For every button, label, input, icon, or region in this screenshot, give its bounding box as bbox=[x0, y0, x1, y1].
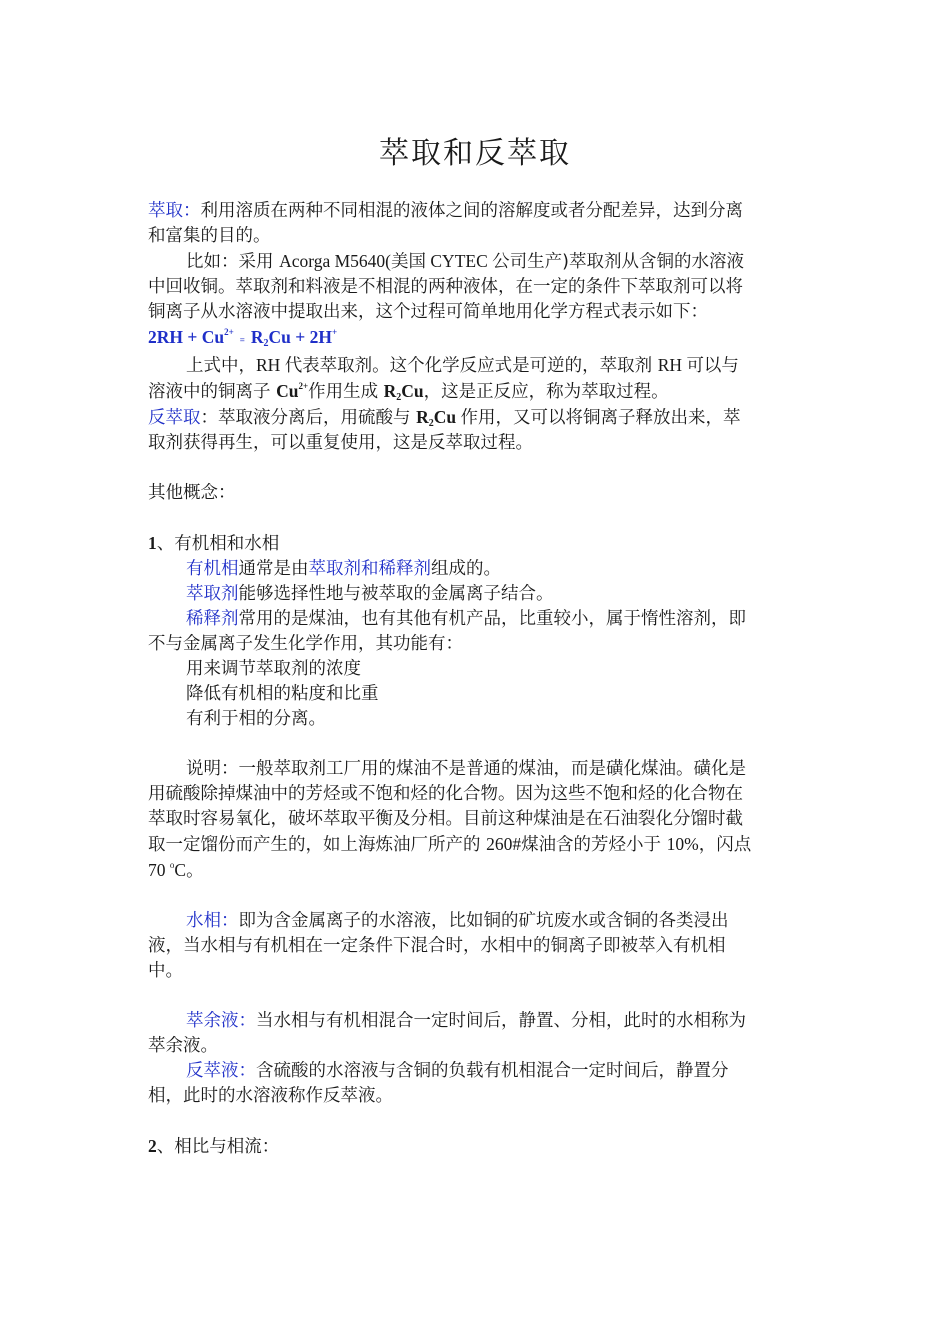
term-extraction: 萃取： bbox=[148, 201, 201, 221]
strip-liquor-paragraph: 反萃液：含硫酸的水溶液与含铜的负载有机相混合一定时间后，静置分 bbox=[186, 1061, 729, 1081]
aqueous-phase-paragraph-cont: 中。 bbox=[148, 961, 183, 981]
aqueous-phase-paragraph-cont: 液，当水相与有机相在一定条件下混合时，水相中的铜离子即被萃入有机相 bbox=[148, 936, 726, 956]
diluent-paragraph-cont: 不与金属离子发生化学作用，其功能有： bbox=[148, 634, 463, 654]
stripping-definition-cont: 取剂获得再生，可以重复使用，这是反萃取过程。 bbox=[148, 433, 533, 453]
note-paragraph-cont: 用硫酸除掉煤油中的芳烃或不饱和烃的化合物。因为这些不饱和烃的化合物在 bbox=[148, 784, 743, 804]
chemical-equation: $2RH + Cu^{2+}= R_2Cu + 2H^+$ bbox=[148, 327, 338, 349]
extractant-paragraph: 萃取剂能够选择性地与被萃取的金属离子结合。 bbox=[186, 584, 554, 604]
equation-explanation: 上式中，RH 代表萃取剂。这个化学反应式是可逆的，萃取剂 RH 可以与 bbox=[186, 355, 739, 376]
term-raffinate: 萃余液： bbox=[186, 1011, 256, 1031]
term-diluent: 稀释剂 bbox=[186, 609, 239, 629]
example-paragraph-cont: 中回收铜。萃取剂和料液是不相混的两种液体，在一定的条件下萃取剂可以将 bbox=[148, 277, 743, 297]
extraction-text: 利用溶质在两种不同相混的液体之间的溶解度或者分配差异，达到分离 bbox=[200, 201, 743, 221]
example-paragraph: 比如：采用 Acorga M5640(美国 CYTEC 公司生产)萃取剂从含铜的水溶液 bbox=[186, 251, 744, 272]
equation-explanation-cont: 溶液中的铜离子 $Cu^{2+}$作用生成 $R_2Cu$，这是正反应，称为萃取过程。 bbox=[148, 381, 669, 403]
function-item: 用来调节萃取剂的浓度 bbox=[186, 659, 361, 679]
function-item: 降低有机相的粘度和比重 bbox=[186, 684, 379, 704]
diluent-paragraph: 稀释剂常用的是煤油，也有其他有机产品，比重较小，属于惰性溶剂，即 bbox=[186, 609, 746, 629]
term-extractant: 萃取剂 bbox=[186, 584, 239, 604]
section-1-heading: 1、有机相和水相 bbox=[148, 533, 280, 554]
example-paragraph-cont: 铜离子从水溶液中提取出来，这个过程可简单地用化学方程式表示如下： bbox=[148, 302, 708, 322]
stripping-definition: 反萃取：萃取液分离后，用硫酸与 $R_2Cu$ 作用，又可以将铜离子释放出来，萃 bbox=[148, 407, 741, 429]
term-aqueous-phase: 水相： bbox=[186, 911, 239, 931]
page-title: 萃取和反萃取 bbox=[379, 136, 571, 171]
extraction-definition bbox=[148, 199, 808, 224]
raffinate-paragraph: 萃余液：当水相与有机相混合一定时间后，静置、分相，此时的水相称为 bbox=[186, 1011, 746, 1031]
term-stripping: 反萃取 bbox=[148, 408, 201, 428]
aqueous-phase-paragraph: 水相：即为含金属离子的水溶液，比如铜的矿坑废水或含铜的各类浸出 bbox=[186, 911, 729, 931]
product-name: Acorga M5640(美国 CYTEC bbox=[279, 251, 493, 271]
strip-liquor-paragraph-cont: 相，此时的水溶液称作反萃液。 bbox=[148, 1086, 393, 1106]
raffinate-paragraph-cont: 萃余液。 bbox=[148, 1036, 218, 1056]
equals-sign: = bbox=[239, 335, 245, 345]
section-2-heading: 2、相比与相流： bbox=[148, 1136, 280, 1157]
note-paragraph-cont: 萃取时容易氧化，破坏萃取平衡及分相。目前这种煤油是在石油裂化分馏时截 bbox=[148, 809, 743, 829]
organic-phase-paragraph: 有机相通常是由萃取剂和稀释剂组成的。 bbox=[186, 559, 501, 579]
function-item: 有利于相的分离。 bbox=[186, 709, 326, 729]
other-concepts-heading: 其他概念： bbox=[148, 483, 236, 503]
document-body bbox=[148, 199, 808, 1160]
note-paragraph-cont: 取一定馏份而产生的，如上海炼油厂所产的 260#煤油含的芳烃小于 10%，闪点 bbox=[148, 834, 752, 855]
note-paragraph: 说明：一般萃取剂工厂用的煤油不是普通的煤油，而是磺化煤油。磺化是 bbox=[186, 759, 746, 779]
note-paragraph-cont: 70 $^o$C。 bbox=[148, 860, 204, 881]
term-strip-liquor: 反萃液： bbox=[186, 1061, 256, 1081]
extraction-definition-cont: 和富集的目的。 bbox=[148, 226, 271, 246]
term-organic-phase: 有机相 bbox=[186, 559, 239, 579]
